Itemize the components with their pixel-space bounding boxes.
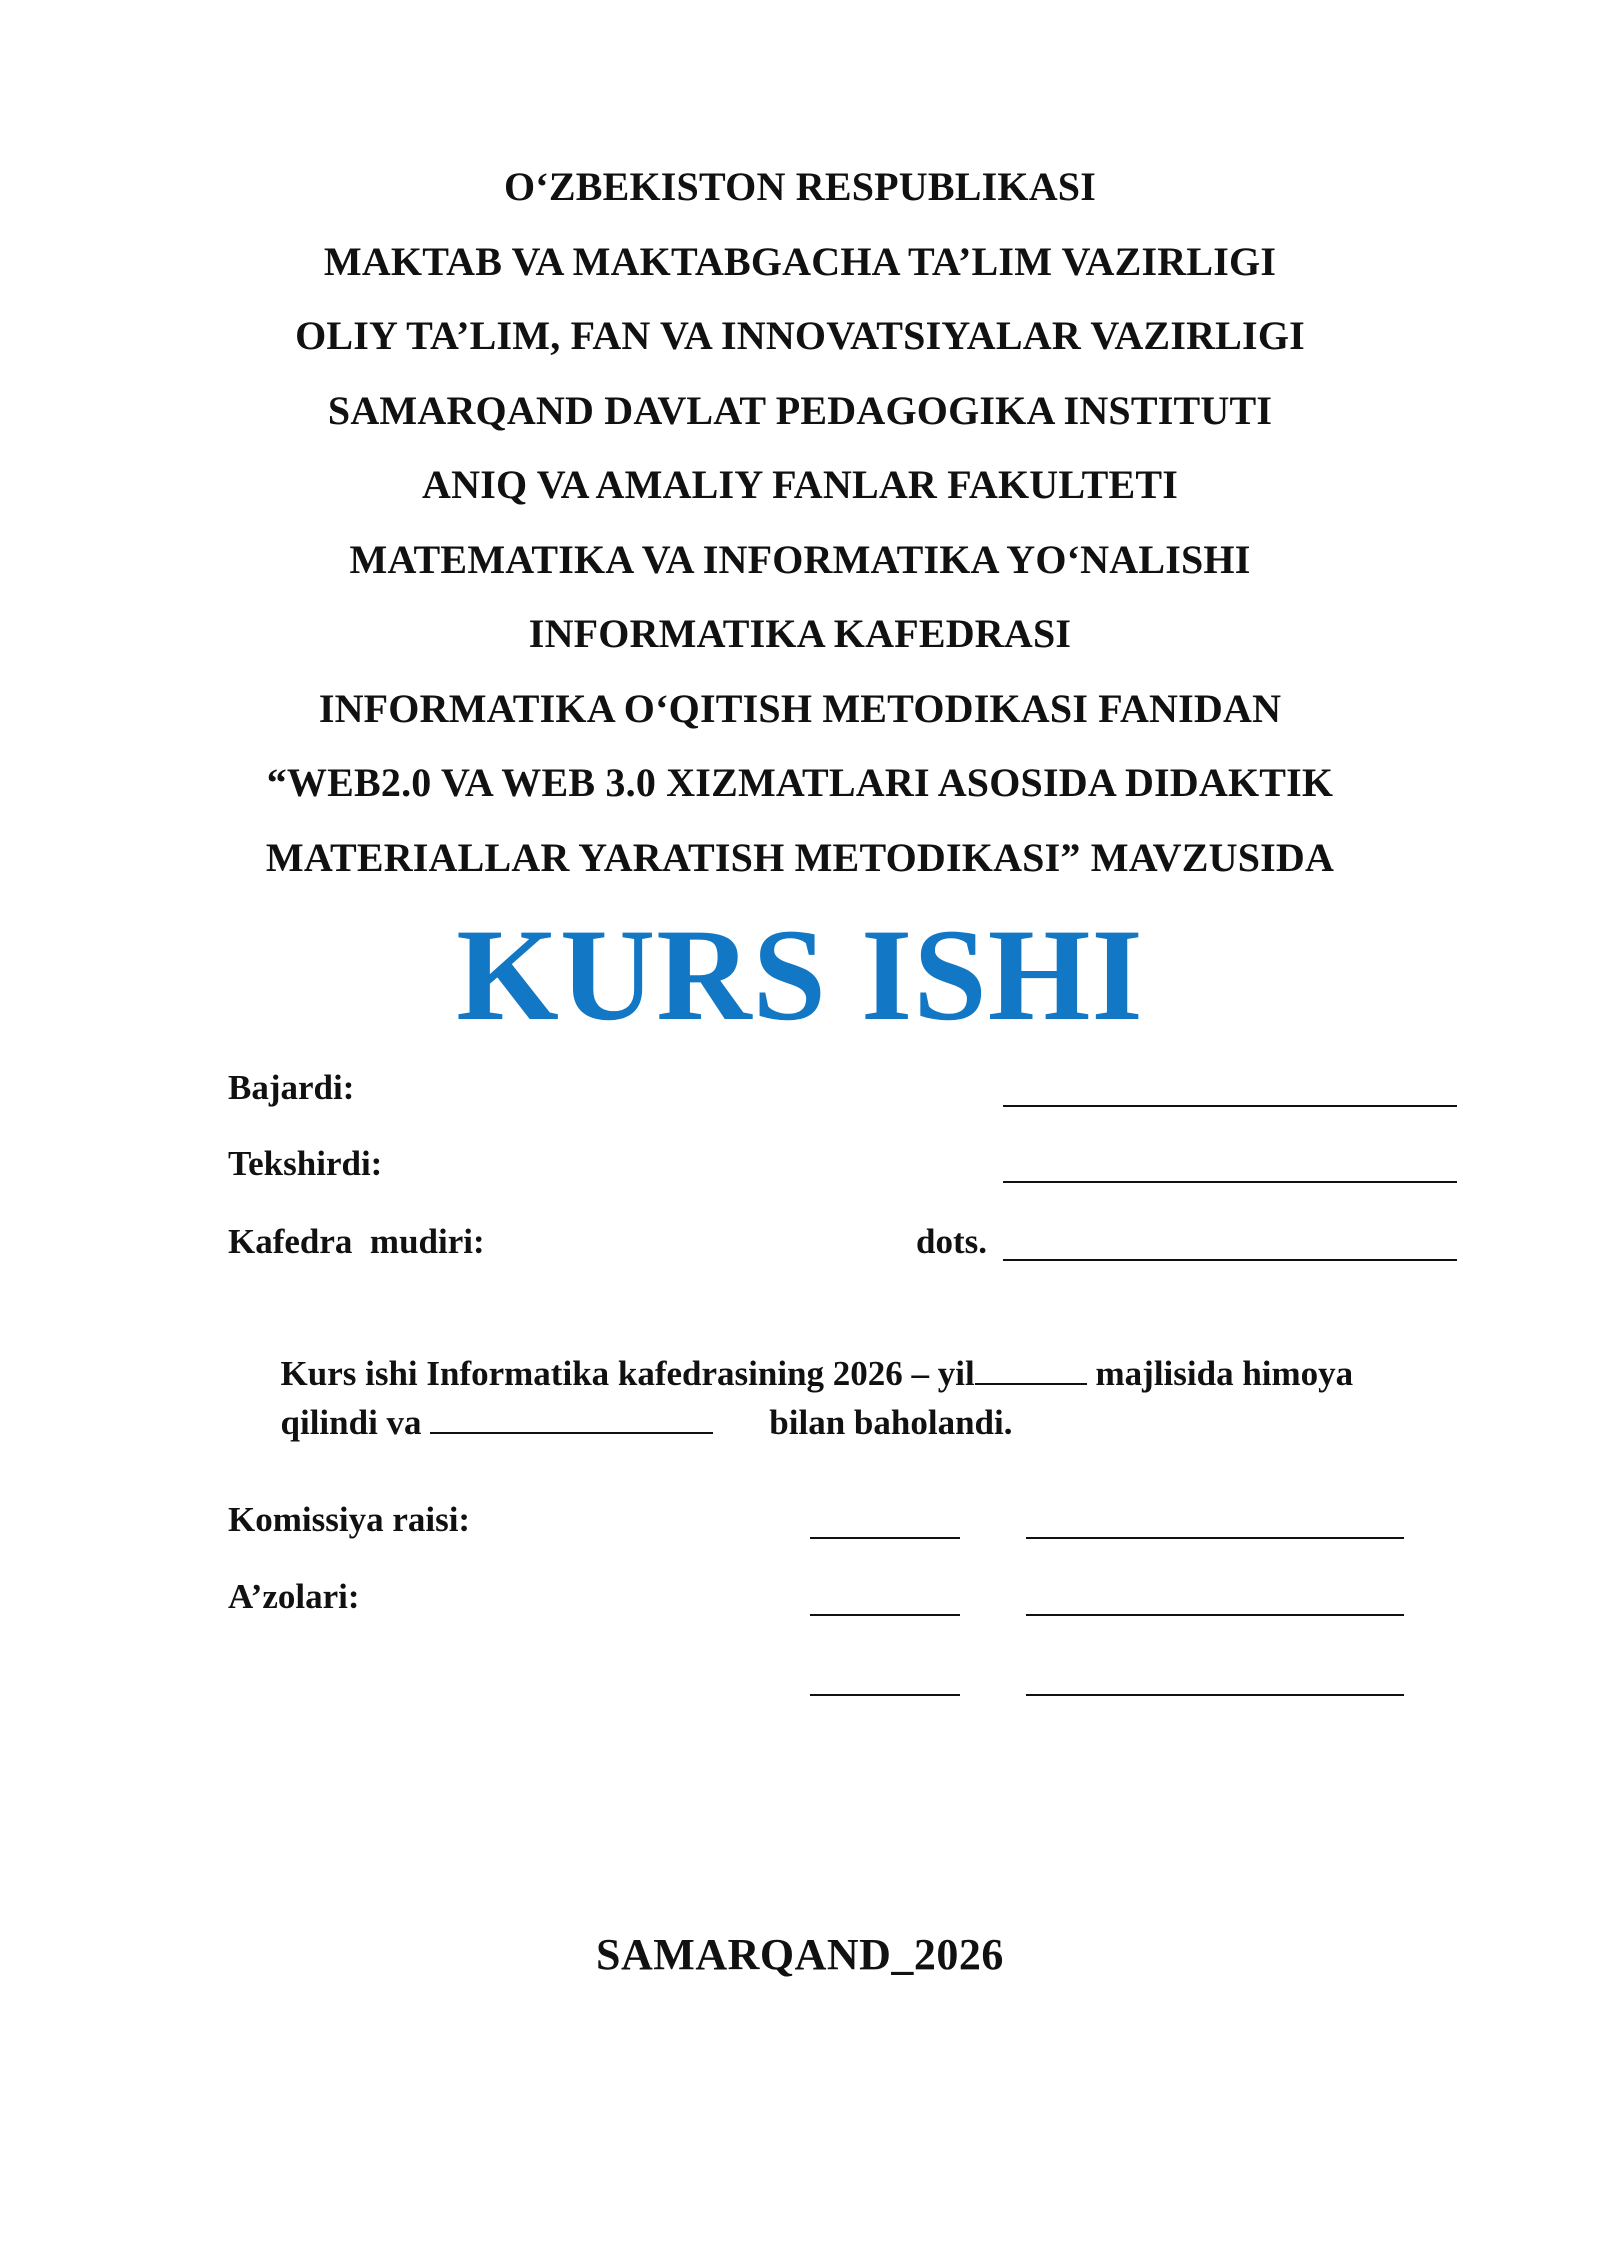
members-row-2 xyxy=(228,1652,1458,1702)
member2-short-line xyxy=(810,1694,960,1696)
commission-chair-label: Komissiya raisi: xyxy=(228,1500,471,1539)
defense-text-3: qilindi va xyxy=(280,1403,431,1442)
chair-short-line xyxy=(810,1537,960,1539)
header-institute: SAMARQAND DAVLAT PEDAGOGIKA INSTITUTI xyxy=(327,387,1273,433)
defense-text-1: Kurs ishi Informatika kafedrasining 2026 – yil xyxy=(280,1354,975,1393)
header-ministry-higher: OLIY TA’LIM, FAN VA INNOVATSIYALAR VAZIRLIGI xyxy=(295,313,1305,358)
defense-line-2 xyxy=(228,1349,1478,1442)
member1-short-line xyxy=(810,1614,960,1616)
header-topic-line1: “WEB2.0 VA WEB 3.0 XIZMATLARI ASOSIDA DIDAKTIK xyxy=(266,760,1334,805)
members-label: A’zolari: xyxy=(228,1577,360,1616)
header-faculty: ANIQ VA AMALIY FANLAR FAKULTETI xyxy=(422,462,1178,507)
header-topic-line2: MATERIALLAR YARATISH METODIKASI” MAVZUSIDA xyxy=(265,834,1335,880)
defense-text-2: majlisida himoya xyxy=(1086,1354,1354,1393)
city-year-footer: SAMARQAND_2026 xyxy=(596,1930,1004,1979)
kafedra-title-prefix: dots. xyxy=(916,1222,987,1261)
kafedra-row xyxy=(228,1217,1458,1267)
member2-long-line xyxy=(1026,1694,1404,1696)
tekshirdi-signature-line xyxy=(1003,1181,1457,1183)
document-title: KURS ISHI xyxy=(456,901,1144,1048)
grade-blank xyxy=(430,1431,713,1434)
bajardi-row xyxy=(228,1063,1458,1113)
kafedra-signature-line xyxy=(1003,1259,1457,1261)
defense-paragraph xyxy=(228,1300,1478,1442)
header-block xyxy=(0,150,1600,895)
bajardi-label: Bajardi: xyxy=(228,1068,355,1107)
header-subject: INFORMATIKA O‘QITISH METODIKASI FANIDAN xyxy=(318,685,1282,731)
members-row-1 xyxy=(228,1572,1458,1622)
member1-long-line xyxy=(1026,1614,1404,1616)
defense-text-4: bilan baholandi. xyxy=(769,1403,1013,1442)
header-ministry-school: MAKTAB VA MAKTABGACHA TA’LIM VAZIRLIGI xyxy=(323,238,1277,284)
tekshirdi-label: Tekshirdi: xyxy=(228,1144,383,1183)
header-country: O‘ZBEKISTON RESPUBLIKASI xyxy=(503,164,1097,209)
header-department: INFORMATIKA KAFEDRASI xyxy=(528,611,1072,656)
header-direction: MATEMATIKA VA INFORMATIKA YO‘NALISHI xyxy=(349,536,1251,582)
bajardi-signature-line xyxy=(1003,1105,1457,1107)
chair-long-line xyxy=(1026,1537,1404,1539)
tekshirdi-row xyxy=(228,1139,1458,1189)
defense-line-1 xyxy=(228,1300,1478,1393)
commission-chair-row xyxy=(228,1495,1458,1545)
kafedra-label: Kafedra mudiri: xyxy=(228,1222,485,1261)
